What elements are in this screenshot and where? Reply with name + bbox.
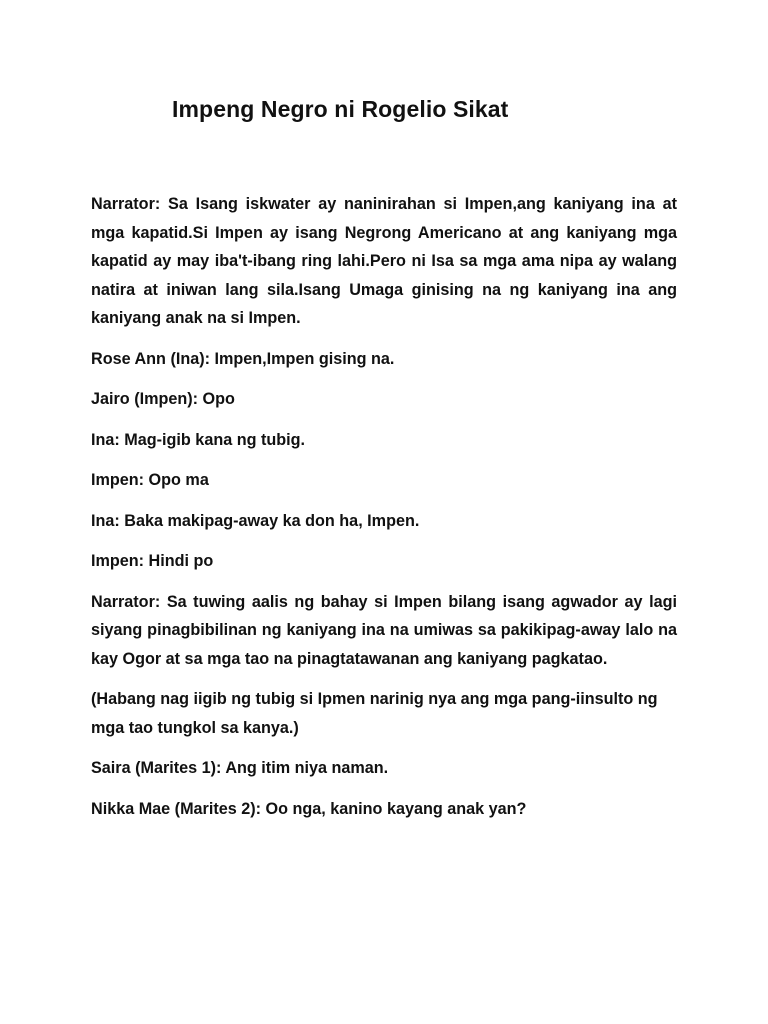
dialogue-line-rose-ann: Rose Ann (Ina): Impen,Impen gising na.	[91, 349, 395, 368]
paragraph-narrator-agwador: Narrator: Sa tuwing aalis ng bahay si Impen bilang isang agwador ay lagi siyang pinagbibilinan ng kaniyang ina na umiwas sa pakikipag-away lalo na kay Ogor at sa mga tao na pinagtatawanan ang kaniyang pagkatao.	[91, 592, 677, 668]
dialogue-line-ina-1: Ina: Mag-igib kana ng tubig.	[91, 430, 306, 449]
dialogue-line-ina-2: Ina: Baka makipag-away ka don ha, Impen.	[91, 511, 420, 530]
dialogue-line-nikka-mae: Nikka Mae (Marites 2): Oo nga, kanino kayang anak yan?	[91, 799, 527, 818]
dialogue-line-jairo: Jairo (Impen): Opo	[91, 390, 235, 408]
dialogue-line-impen-1: Impen: Opo ma	[91, 471, 209, 489]
dialogue-line-impen-2: Impen: Hindi po	[91, 552, 214, 570]
paragraph-narrator-intro: Narrator: Sa Isang iskwater ay naninirahan si Impen,ang kaniyang ina at mga kapatid.Si Impen ay isang Negrong Americano at ang kaniyang mga kapatid ay may iba't-ibang ring lahi.Pero ni Isa sa mga ama nipa ay walang natira at iniwan lang sila.Isang Umaga ginising na ng kaniyang ina ang kaniyang anak na si Impen.	[91, 195, 677, 327]
dialogue-line-saira: Saira (Marites 1): Ang itim niya naman.	[91, 759, 389, 777]
document-body	[91, 190, 677, 835]
paragraph-stage-direction: (Habang nag iigib ng tubig si Ipmen narinig nya ang mga pang-iinsulto ng mga tao tungkol sa kanya.)	[91, 690, 658, 737]
document-title: Impeng Negro ni Rogelio Sikat	[172, 96, 509, 122]
